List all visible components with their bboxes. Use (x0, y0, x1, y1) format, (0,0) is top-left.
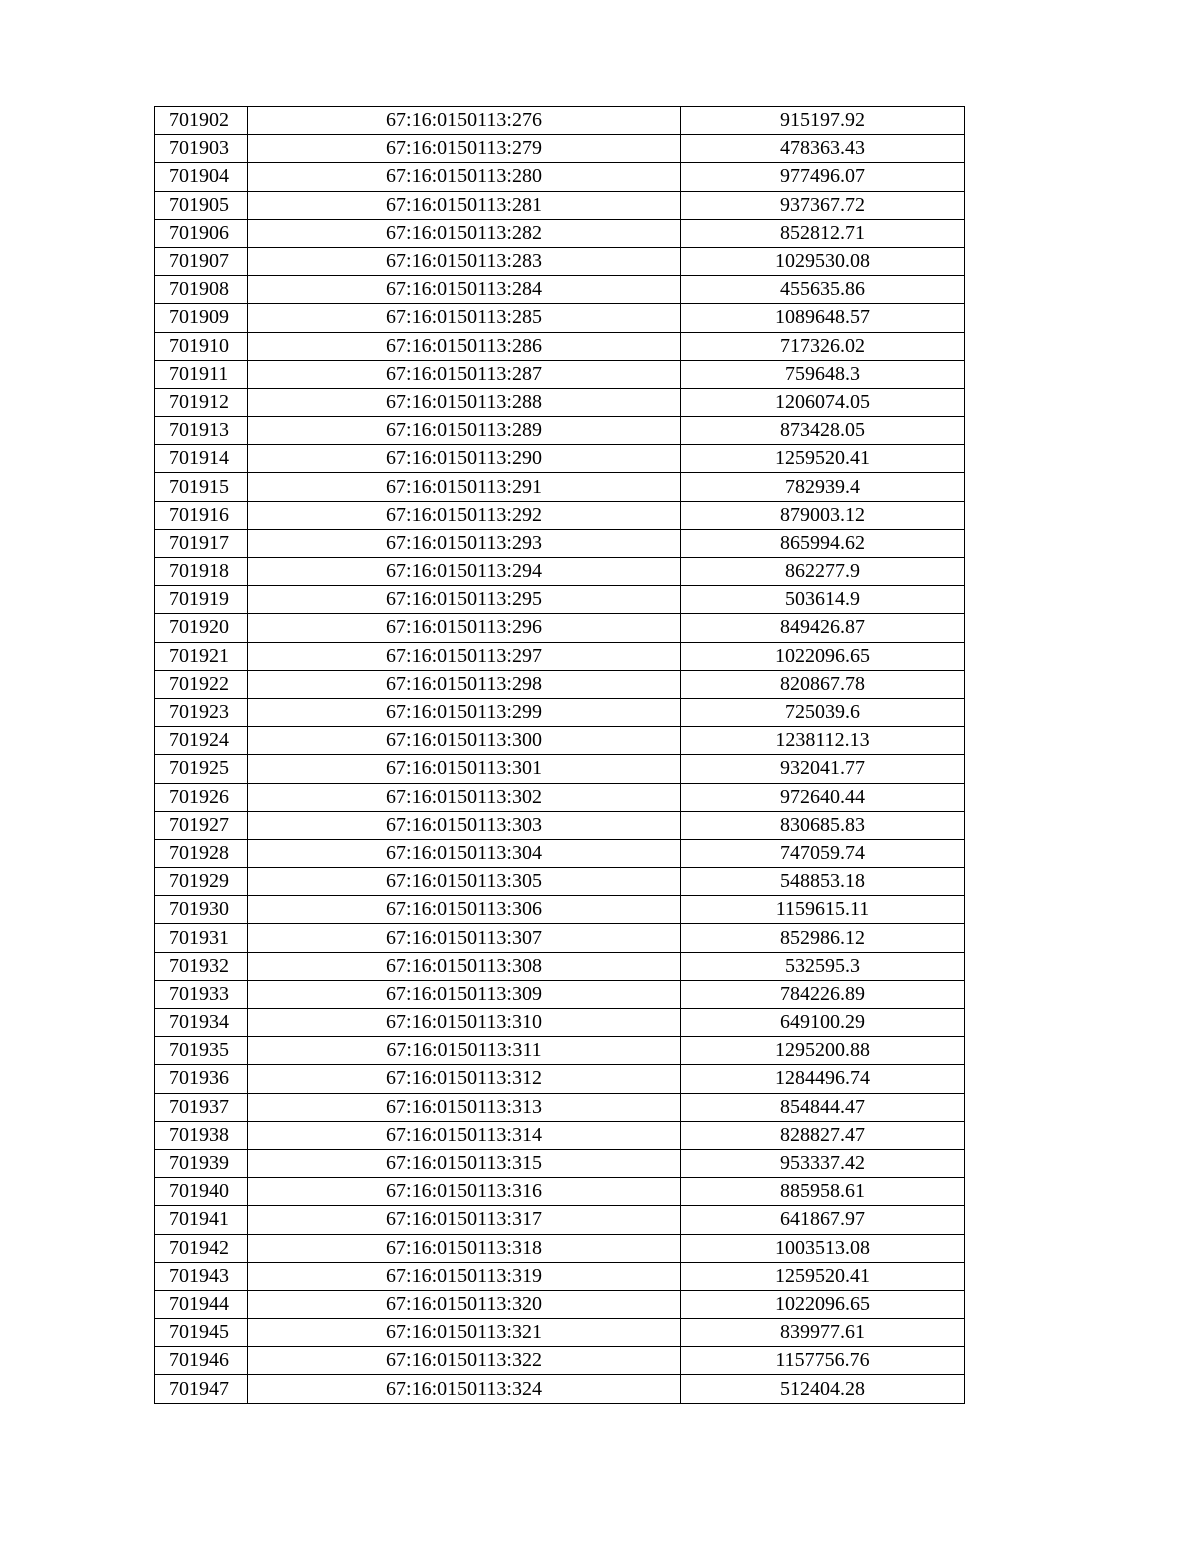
row-number-cell: 701935 (155, 1037, 248, 1065)
row-number-cell: 701921 (155, 642, 248, 670)
cadastral-value-cell: 1259520.41 (681, 445, 965, 473)
table-row (155, 755, 965, 783)
row-number-cell: 701915 (155, 473, 248, 501)
table-row (155, 1149, 965, 1177)
cadastral-value-cell: 782939.4 (681, 473, 965, 501)
cadastral-value-cell: 548853.18 (681, 868, 965, 896)
cadastral-value-cell: 862277.9 (681, 558, 965, 586)
cadastral-value-cell: 1089648.57 (681, 304, 965, 332)
cadastral-value-cell: 784226.89 (681, 980, 965, 1008)
cadastral-number-cell: 67:16:0150113:305 (248, 868, 681, 896)
cadastral-value-cell: 717326.02 (681, 332, 965, 360)
cadastral-number-cell: 67:16:0150113:306 (248, 896, 681, 924)
cadastral-value-cell: 1022096.65 (681, 1290, 965, 1318)
cadastral-value-cell: 747059.74 (681, 839, 965, 867)
table-row (155, 924, 965, 952)
cadastral-number-cell: 67:16:0150113:307 (248, 924, 681, 952)
cadastral-value-cell: 649100.29 (681, 1009, 965, 1037)
row-number-cell: 701907 (155, 247, 248, 275)
cadastral-value-cell: 852986.12 (681, 924, 965, 952)
cadastral-value-cell: 1259520.41 (681, 1262, 965, 1290)
cadastral-value-cell: 854844.47 (681, 1093, 965, 1121)
cadastral-value-cell: 879003.12 (681, 501, 965, 529)
table-row (155, 1290, 965, 1318)
cadastral-number-cell: 67:16:0150113:280 (248, 163, 681, 191)
cadastral-number-cell: 67:16:0150113:297 (248, 642, 681, 670)
row-number-cell: 701939 (155, 1149, 248, 1177)
cadastral-value-cell: 977496.07 (681, 163, 965, 191)
cadastral-number-cell: 67:16:0150113:294 (248, 558, 681, 586)
table-row (155, 388, 965, 416)
cadastral-number-cell: 67:16:0150113:286 (248, 332, 681, 360)
table-row (155, 839, 965, 867)
cadastral-number-cell: 67:16:0150113:289 (248, 417, 681, 445)
table-row (155, 1093, 965, 1121)
row-number-cell: 701928 (155, 839, 248, 867)
table-row (155, 107, 965, 135)
table-row (155, 1178, 965, 1206)
cadastral-number-cell: 67:16:0150113:293 (248, 529, 681, 557)
table-row (155, 1347, 965, 1375)
cadastral-number-cell: 67:16:0150113:283 (248, 247, 681, 275)
cadastral-value-cell: 972640.44 (681, 783, 965, 811)
table-row (155, 332, 965, 360)
cadastral-value-cell: 865994.62 (681, 529, 965, 557)
cadastral-number-cell: 67:16:0150113:321 (248, 1319, 681, 1347)
cadastral-value-cell: 932041.77 (681, 755, 965, 783)
row-number-cell: 701903 (155, 135, 248, 163)
cadastral-value-cell: 1159615.11 (681, 896, 965, 924)
cadastral-number-cell: 67:16:0150113:312 (248, 1065, 681, 1093)
cadastral-number-cell: 67:16:0150113:318 (248, 1234, 681, 1262)
table-row (155, 868, 965, 896)
row-number-cell: 701917 (155, 529, 248, 557)
row-number-cell: 701922 (155, 670, 248, 698)
table-row (155, 417, 965, 445)
row-number-cell: 701942 (155, 1234, 248, 1262)
cadastral-number-cell: 67:16:0150113:309 (248, 980, 681, 1008)
cadastral-number-cell: 67:16:0150113:284 (248, 276, 681, 304)
cadastral-number-cell: 67:16:0150113:320 (248, 1290, 681, 1318)
table-row (155, 727, 965, 755)
row-number-cell: 701929 (155, 868, 248, 896)
table-row (155, 614, 965, 642)
cadastral-number-cell: 67:16:0150113:324 (248, 1375, 681, 1403)
table-row (155, 952, 965, 980)
cadastral-number-cell: 67:16:0150113:279 (248, 135, 681, 163)
cadastral-number-cell: 67:16:0150113:300 (248, 727, 681, 755)
cadastral-value-cell: 1206074.05 (681, 388, 965, 416)
table-row (155, 1009, 965, 1037)
cadastral-number-cell: 67:16:0150113:317 (248, 1206, 681, 1234)
cadastral-value-cell: 915197.92 (681, 107, 965, 135)
cadastral-number-cell: 67:16:0150113:291 (248, 473, 681, 501)
cadastral-number-cell: 67:16:0150113:295 (248, 586, 681, 614)
cadastral-number-cell: 67:16:0150113:303 (248, 811, 681, 839)
cadastral-value-cell: 1284496.74 (681, 1065, 965, 1093)
cadastral-value-cell: 1029530.08 (681, 247, 965, 275)
cadastral-number-cell: 67:16:0150113:282 (248, 219, 681, 247)
row-number-cell: 701926 (155, 783, 248, 811)
table-row (155, 558, 965, 586)
cadastral-value-cell: 885958.61 (681, 1178, 965, 1206)
table-row (155, 501, 965, 529)
row-number-cell: 701940 (155, 1178, 248, 1206)
table-row (155, 473, 965, 501)
cadastral-number-cell: 67:16:0150113:316 (248, 1178, 681, 1206)
row-number-cell: 701930 (155, 896, 248, 924)
table-row (155, 1037, 965, 1065)
cadastral-value-cell: 1157756.76 (681, 1347, 965, 1375)
cadastral-value-cell: 512404.28 (681, 1375, 965, 1403)
row-number-cell: 701934 (155, 1009, 248, 1037)
row-number-cell: 701938 (155, 1121, 248, 1149)
table-row (155, 247, 965, 275)
row-number-cell: 701910 (155, 332, 248, 360)
cadastral-number-cell: 67:16:0150113:292 (248, 501, 681, 529)
row-number-cell: 701944 (155, 1290, 248, 1318)
row-number-cell: 701918 (155, 558, 248, 586)
cadastral-number-cell: 67:16:0150113:298 (248, 670, 681, 698)
table-row (155, 1375, 965, 1403)
row-number-cell: 701906 (155, 219, 248, 247)
cadastral-value-cell: 1022096.65 (681, 642, 965, 670)
cadastral-value-cell: 455635.86 (681, 276, 965, 304)
row-number-cell: 701923 (155, 698, 248, 726)
row-number-cell: 701941 (155, 1206, 248, 1234)
table-row (155, 980, 965, 1008)
row-number-cell: 701947 (155, 1375, 248, 1403)
row-number-cell: 701913 (155, 417, 248, 445)
row-number-cell: 701932 (155, 952, 248, 980)
row-number-cell: 701905 (155, 191, 248, 219)
cadastral-number-cell: 67:16:0150113:304 (248, 839, 681, 867)
row-number-cell: 701937 (155, 1093, 248, 1121)
cadastral-value-cell: 532595.3 (681, 952, 965, 980)
table-row (155, 586, 965, 614)
table-row (155, 698, 965, 726)
cadastral-number-cell: 67:16:0150113:319 (248, 1262, 681, 1290)
table-row (155, 360, 965, 388)
cadastral-value-cell: 937367.72 (681, 191, 965, 219)
cadastral-value-cell: 953337.42 (681, 1149, 965, 1177)
cadastral-number-cell: 67:16:0150113:288 (248, 388, 681, 416)
cadastral-value-cell: 852812.71 (681, 219, 965, 247)
cadastral-number-cell: 67:16:0150113:281 (248, 191, 681, 219)
cadastral-number-cell: 67:16:0150113:285 (248, 304, 681, 332)
table-row (155, 1065, 965, 1093)
table-row (155, 529, 965, 557)
table-row (155, 163, 965, 191)
row-number-cell: 701902 (155, 107, 248, 135)
cadastral-value-cell: 1295200.88 (681, 1037, 965, 1065)
row-number-cell: 701933 (155, 980, 248, 1008)
cadastral-number-cell: 67:16:0150113:308 (248, 952, 681, 980)
table-row (155, 191, 965, 219)
table-row (155, 783, 965, 811)
row-number-cell: 701916 (155, 501, 248, 529)
cadastral-value-cell: 828827.47 (681, 1121, 965, 1149)
table-row (155, 1206, 965, 1234)
cadastral-number-cell: 67:16:0150113:276 (248, 107, 681, 135)
row-number-cell: 701945 (155, 1319, 248, 1347)
table-row (155, 135, 965, 163)
cadastral-value-cell: 849426.87 (681, 614, 965, 642)
cadastral-number-cell: 67:16:0150113:310 (248, 1009, 681, 1037)
table-row (155, 1121, 965, 1149)
row-number-cell: 701904 (155, 163, 248, 191)
row-number-cell: 701911 (155, 360, 248, 388)
table-row (155, 445, 965, 473)
cadastral-value-cell: 503614.9 (681, 586, 965, 614)
row-number-cell: 701919 (155, 586, 248, 614)
cadastral-number-cell: 67:16:0150113:299 (248, 698, 681, 726)
cadastral-number-cell: 67:16:0150113:322 (248, 1347, 681, 1375)
cadastral-number-cell: 67:16:0150113:314 (248, 1121, 681, 1149)
table-row (155, 276, 965, 304)
table-row (155, 896, 965, 924)
row-number-cell: 701936 (155, 1065, 248, 1093)
row-number-cell: 701908 (155, 276, 248, 304)
table-row (155, 642, 965, 670)
row-number-cell: 701931 (155, 924, 248, 952)
cadastral-number-cell: 67:16:0150113:313 (248, 1093, 681, 1121)
row-number-cell: 701925 (155, 755, 248, 783)
cadastral-value-cell: 1238112.13 (681, 727, 965, 755)
row-number-cell: 701909 (155, 304, 248, 332)
cadastral-value-cell: 873428.05 (681, 417, 965, 445)
row-number-cell: 701920 (155, 614, 248, 642)
cadastral-value-table (154, 106, 965, 1404)
cadastral-number-cell: 67:16:0150113:311 (248, 1037, 681, 1065)
cadastral-number-cell: 67:16:0150113:287 (248, 360, 681, 388)
cadastral-value-cell: 478363.43 (681, 135, 965, 163)
table-row (155, 1319, 965, 1347)
table-row (155, 304, 965, 332)
cadastral-value-cell: 759648.3 (681, 360, 965, 388)
cadastral-number-cell: 67:16:0150113:296 (248, 614, 681, 642)
table-row (155, 811, 965, 839)
row-number-cell: 701924 (155, 727, 248, 755)
cadastral-value-cell: 820867.78 (681, 670, 965, 698)
row-number-cell: 701946 (155, 1347, 248, 1375)
row-number-cell: 701927 (155, 811, 248, 839)
cadastral-value-cell: 641867.97 (681, 1206, 965, 1234)
cadastral-value-cell: 830685.83 (681, 811, 965, 839)
cadastral-value-cell: 725039.6 (681, 698, 965, 726)
row-number-cell: 701914 (155, 445, 248, 473)
cadastral-number-cell: 67:16:0150113:315 (248, 1149, 681, 1177)
row-number-cell: 701943 (155, 1262, 248, 1290)
cadastral-value-cell: 1003513.08 (681, 1234, 965, 1262)
cadastral-number-cell: 67:16:0150113:301 (248, 755, 681, 783)
table-row (155, 219, 965, 247)
cadastral-number-cell: 67:16:0150113:290 (248, 445, 681, 473)
table-row (155, 1234, 965, 1262)
cadastral-value-cell: 839977.61 (681, 1319, 965, 1347)
cadastral-number-cell: 67:16:0150113:302 (248, 783, 681, 811)
table-body (155, 107, 965, 1404)
row-number-cell: 701912 (155, 388, 248, 416)
table-row (155, 1262, 965, 1290)
table-row (155, 670, 965, 698)
